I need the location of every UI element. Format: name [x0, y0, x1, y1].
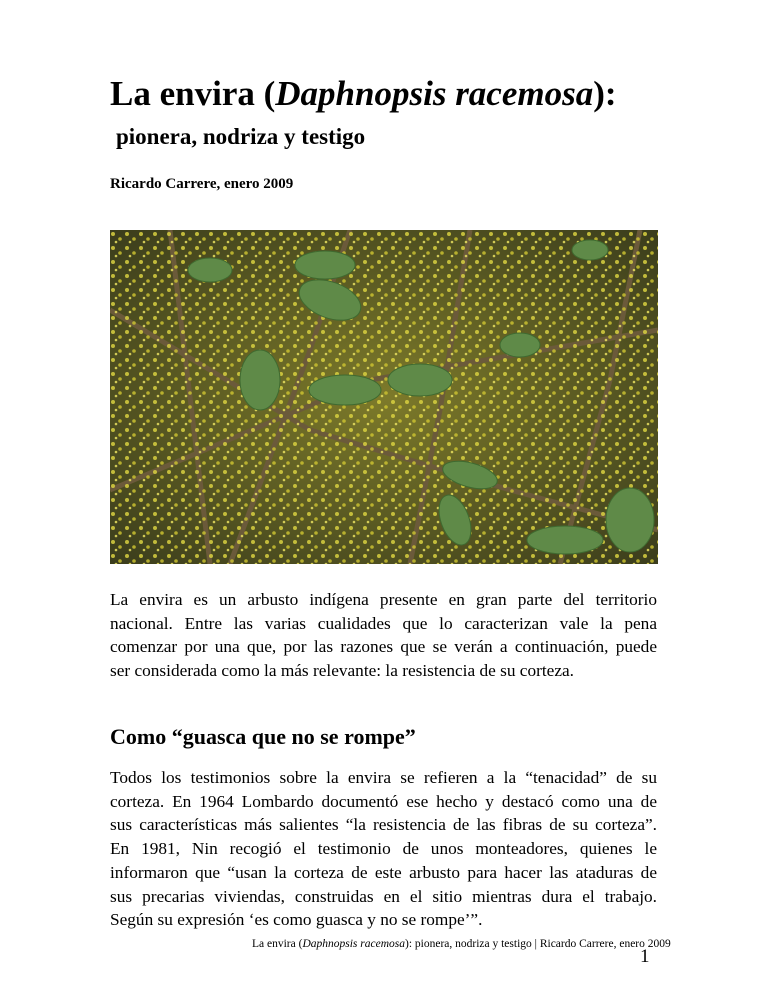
- page-number: 1: [640, 946, 650, 967]
- document-title: La envira (Daphnopsis racemosa):: [110, 74, 617, 113]
- author-date: Ricardo Carrere, enero 2009: [110, 176, 294, 192]
- section-paragraph: Todos los testimonios sobre la envira se refieren a la “tenacidad” de su corteza. En 1964 Lombardo documentó ese hecho y destacó como una de sus características más salientes “la resistencia de las fibras de su corteza”. En 1981, Nin recogió el testimonio de unos monteadores, quienes le informaron que “usan la corteza de este arbusto para hacer las ataduras de sus precarias viviendas, construidas en el sitio mientras dura el trabajo. Según su expresión ‘es como guasca y no se rompe’”.: [110, 768, 657, 930]
- page-footer: La envira (Daphnopsis racemosa): pionera, nodriza y testigo | Ricardo Carrere, enero 2009: [252, 938, 671, 950]
- section-heading: Como “guasca que no se rompe”: [110, 724, 416, 749]
- envira-shrub-photo: [110, 230, 658, 564]
- document-subtitle: pionera, nodriza y testigo: [116, 124, 366, 149]
- intro-paragraph: La envira es un arbusto indígena presente en gran parte del territorio nacional. Entre las varias cualidades que lo caracterizan vale la pena comenzar por una que, por las razones que se verán a continuación, puede ser considerada como la más relevante: la resistencia de su corteza.: [110, 590, 657, 681]
